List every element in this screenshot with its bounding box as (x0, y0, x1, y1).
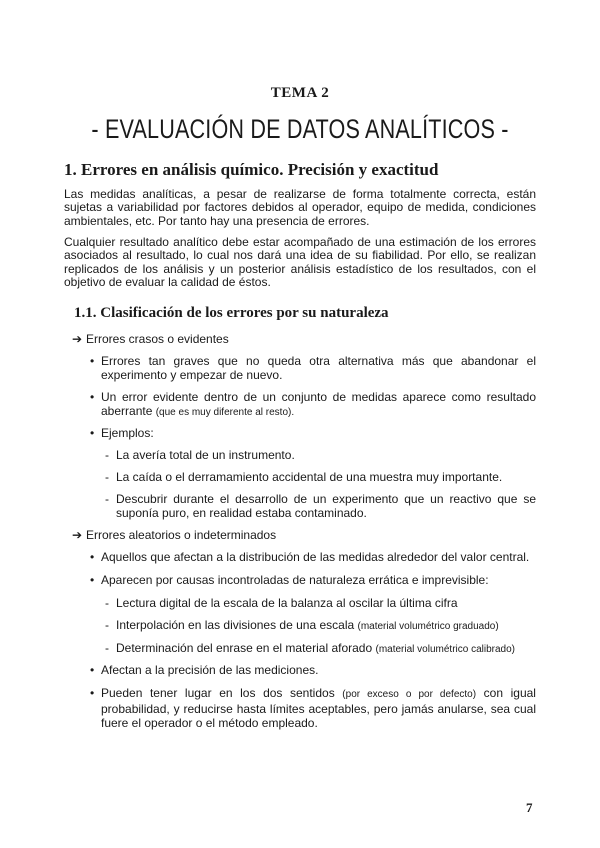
page-title: - EVALUACIÓN DE DATOS ANALÍTICOS - (91, 114, 509, 144)
bullet-icon: • (90, 390, 95, 404)
sub-list-item-note: (material volumétrico calibrado) (375, 644, 515, 655)
arrow-icon: ➔ (72, 528, 83, 542)
list-item (90, 426, 536, 440)
sub-list-item-text: Descubrir durante el desarrollo de un experimento que un reactivo que se suponía puro, en realidad estaba contaminado. (116, 492, 536, 520)
chapter-label: TEMA 2 (270, 85, 330, 101)
dash-icon: - (105, 641, 109, 655)
list-item (90, 663, 536, 677)
list-item-label: Errores aleatorios o indeterminados (86, 528, 277, 542)
list-item-label: Errores crasos o evidentes (86, 332, 229, 346)
sub-list-item (105, 470, 536, 484)
dash-icon: - (105, 618, 109, 632)
sub-list-item (105, 492, 536, 520)
list-item-text-continued: con igual probabilidad, y reducirse hasta límites aceptables, pero jamás anularse, sea cual fuere el operador o el método empleado. (101, 686, 536, 730)
list-item-note: (por exceso o por defecto) (342, 689, 477, 700)
dash-icon: - (105, 492, 109, 506)
sub-list-item (105, 448, 536, 462)
list-item (90, 686, 536, 730)
bullet-icon: • (90, 426, 95, 440)
section-heading-1-1: 1.1. Clasificación de los errores por su naturaleza (74, 305, 389, 321)
bullet-icon: • (90, 573, 95, 587)
dash-icon: - (105, 470, 109, 484)
sub-list-item-text: La caída o el derramamiento accidental de una muestra muy importante. (116, 470, 503, 484)
bullet-icon: • (90, 686, 95, 700)
sub-list-item-text: Lectura digital de la escala de la balanza al oscilar la última cifra (116, 596, 458, 610)
list-item (90, 354, 536, 382)
list-item-text: Afectan a la precisión de las mediciones. (101, 663, 319, 677)
sub-list-item-text: La avería total de un instrumento. (116, 448, 295, 462)
list-item (90, 390, 536, 420)
dash-icon: - (105, 596, 109, 610)
list-item-text: Errores tan graves que no queda otra alternativa más que abandonar el experimento y empezar de nuevo. (101, 354, 536, 382)
list-item-text: Un error evidente dentro de un conjunto de medidas aparece como resultado aberrante (101, 390, 536, 418)
list-item-text: Aquellos que afectan a la distribución de las medidas alrededor del valor central. (101, 550, 530, 564)
sub-list-item-note: (material volumétrico graduado) (357, 621, 499, 632)
list-item-text: Aparecen por causas incontroladas de naturaleza errática e imprevisible: (101, 573, 489, 587)
paragraph-2: Cualquier resultado analítico debe estar acompañado de una estimación de los errores asociados al resultado, lo cual nos dará una idea de su fiabilidad. Por ello, se realizan replicados de los análisis y un posterior análisis estadístico de los resultados, con el objetivo de evaluar la calidad de éstos. (64, 235, 536, 289)
sub-list-item (105, 596, 536, 610)
list-item-note: (que es muy diferente al resto). (155, 407, 295, 418)
list-item-errores-crasos (72, 332, 229, 346)
list-item-text: Ejemplos: (101, 426, 154, 440)
page-number: 7 (526, 800, 533, 815)
arrow-icon: ➔ (72, 332, 83, 346)
list-item-text: Pueden tener lugar en los dos sentidos (101, 686, 335, 700)
sub-list-item (105, 641, 536, 657)
bullet-icon: • (90, 550, 95, 564)
sub-list-item (105, 618, 536, 634)
section-heading-1: 1. Errores en análisis químico. Precisión y exactitud (64, 160, 439, 179)
dash-icon: - (105, 448, 109, 462)
bullet-icon: • (90, 663, 95, 677)
paragraph-1: Las medidas analíticas, a pesar de realizarse de forma totalmente correcta, están sujetas a variabilidad por factores debidos al operador, equipo de medida, condiciones ambientales, etc. Por tanto hay una presencia de errores. (64, 187, 536, 228)
list-item (90, 550, 536, 564)
list-item (90, 573, 536, 587)
list-item-errores-aleatorios (72, 528, 276, 542)
bullet-icon: • (90, 354, 95, 368)
sub-list-item-text: Interpolación en las divisiones de una escala (116, 618, 355, 632)
sub-list-item-text: Determinación del enrase en el material aforado (116, 641, 373, 655)
